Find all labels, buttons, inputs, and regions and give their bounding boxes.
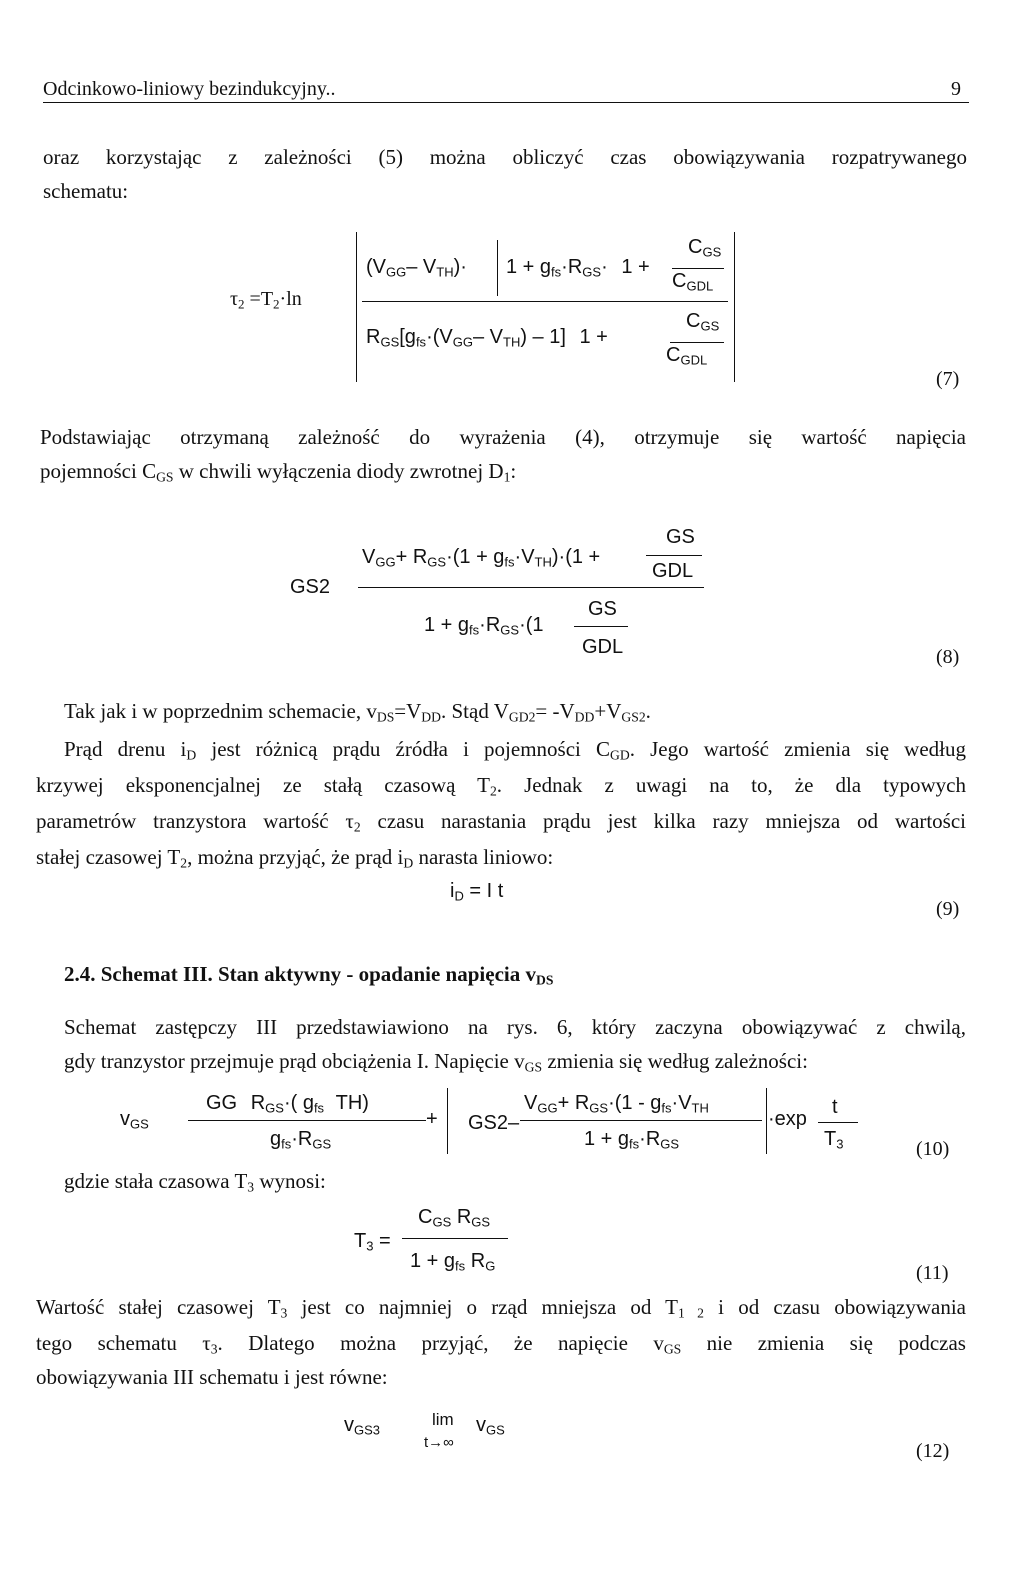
- eq10-frac1-num: GG $R_{GS}\cdot$( $g_{fs}$ TH): [206, 1092, 369, 1116]
- paragraph-5-line-1: Schemat zastępczy III przedstawiawiono na rys. 6, który zaczyna obowiązywać z chwilą,: [64, 1015, 966, 1039]
- eq8-lhs: GS2: [290, 576, 331, 598]
- eq10-frac1-line: [188, 1120, 426, 1121]
- eq7-num-frac-line: [672, 268, 724, 269]
- eq10-bar-2: [766, 1088, 767, 1154]
- paragraph-1-line-2: schematu:: [43, 179, 129, 203]
- eq8-num-frac-bot: GDL: [652, 560, 694, 582]
- eq7-lhs: $\tau_2 =T_2\cdot\ln$: [230, 288, 302, 312]
- section-heading: 2.4. Schemat III. Stan aktywny - opadanie napięcia $v_{DS}$: [64, 962, 554, 988]
- eq11-num: $C_{GS}$ $R_{GS}$: [418, 1206, 491, 1230]
- equation-number-11: (11): [916, 1262, 949, 1284]
- eq10-frac2-den: $1 + g_{fs}\cdot R_{GS}$: [584, 1128, 680, 1152]
- eq10-exp: ·exp: [768, 1108, 807, 1130]
- eq7-numerator: ($V_{GG}-$ $V_{TH})\cdot$: [366, 256, 467, 280]
- paragraph-4-line-3: parametrów tranzystora wartość $\tau_2$ czasu narastania prądu jest kilka razy mniejsza od wartości: [36, 809, 966, 835]
- eq10-exp-num: t: [832, 1096, 838, 1118]
- paragraph-4-line-1: Prąd drenu $i_D$ jest różnicą prądu źródła i pojemności $C_{GD}$. Jego wartość zmienia się według: [64, 737, 966, 763]
- eq12-rhs: $v_{GS}$: [476, 1414, 505, 1438]
- eq12-lim-sub: t→∞: [424, 1434, 454, 1451]
- paragraph-3: Tak jak i w poprzednim schemacie, $v_{DS}=V_{DD}$. Stąd $V_{GD2}= -V_{DD}+V_{GS2}$.: [64, 699, 651, 725]
- paragraph-7-line-3: obowiązywania III schematu i jest równe:: [36, 1365, 388, 1389]
- eq10-lhs: $v_{GS}$: [120, 1108, 149, 1132]
- eq8-num-frac-top: GS: [666, 526, 695, 548]
- eq10-gs2: GS2–: [468, 1112, 520, 1134]
- equation-number-7: (7): [936, 368, 960, 390]
- running-header: [43, 78, 969, 103]
- equation-number-10: (10): [916, 1138, 950, 1160]
- page-number: 9: [951, 78, 961, 100]
- equation-number-8: (8): [936, 646, 960, 668]
- eq7-den-frac-top: $C_{GS}$: [686, 310, 720, 334]
- equation-number-9: (9): [936, 898, 960, 920]
- eq8-num-frac-line: [646, 555, 702, 556]
- paragraph-2-line-1: Podstawiając otrzymaną zależność do wyrażenia (4), otrzymuje się wartość napięcia: [40, 425, 966, 449]
- eq10-frac2-num: $V_{GG}+ R_{GS}\cdot(1 - g_{fs}\cdot V_{TH}$: [524, 1092, 709, 1116]
- eq8-numerator: $V_{GG}+ R_{GS}\cdot(1 + g_{fs}\cdot V_{TH})\cdot(1$ +: [362, 546, 601, 570]
- eq7-main-fraction-line: [362, 301, 728, 302]
- eq7-bar-left: [356, 232, 357, 382]
- paragraph-4-line-2: krzywej eksponencjalnej ze stałą czasową $T_2$. Jednak z uwagi na to, że dla typowych: [36, 773, 967, 799]
- eq8-main-fraction-line: [358, 587, 704, 588]
- eq12-lhs: $v_{GS3}$: [344, 1414, 381, 1438]
- paragraph-6: gdzie stała czasowa $T_3$ wynosi:: [64, 1169, 326, 1195]
- eq7-inner-bar-left: [497, 240, 498, 296]
- eq7-denominator: $R_{GS}[g_{fs}\cdot(V_{GG}-$ $V_{TH}) - 1$] 1 +: [366, 326, 608, 350]
- eq12-lim: lim: [432, 1410, 454, 1429]
- eq10-exp-line: [818, 1122, 858, 1123]
- eq8-denominator: $1 + g_{fs}\cdot R_{GS}\cdot(1$: [424, 614, 544, 638]
- equation-number-12: (12): [916, 1440, 950, 1462]
- eq10-exp-den: $T_3$: [824, 1128, 844, 1152]
- eq8-den-frac-line: [574, 626, 628, 627]
- eq7-num-frac-bot: $C_{GDL}$: [672, 270, 714, 294]
- eq10-frac1-den: $g_{fs}\cdot R_{GS}$: [270, 1128, 332, 1152]
- paragraph-4-line-4: stałej czasowej $T_2$, można przyjąć, że prąd $i_D$ narasta liniowo:: [36, 845, 554, 871]
- header-title: Odcinkowo-liniowy bezindukcyjny..: [43, 78, 336, 100]
- eq7-bar-right: [734, 232, 735, 382]
- paragraph-1-line-1: oraz korzystając z zależności (5) można obliczyć czas obowiązywania rozpatrywanego: [43, 145, 967, 169]
- eq8-den-frac-bot: GDL: [582, 636, 624, 658]
- eq10-bar-1: [447, 1088, 448, 1154]
- paragraph-7-line-1: Wartość stałej czasowej $T_3$ jest co najmniej o rząd mniejsza od $T_{1 2}$ i od czasu obowiązywania: [36, 1295, 966, 1321]
- eq7-numerator-mid: $1 + g_{fs}\cdot R_{GS}\cdot 1$ +: [506, 256, 650, 280]
- eq7-den-frac-bot: $C_{GDL}$: [666, 344, 708, 368]
- paragraph-2-line-2: pojemności $C_{GS}$ w chwili wyłączenia diody zwrotnej $D_1$:: [40, 459, 517, 485]
- eq7-num-frac-top: $C_{GS}$: [688, 236, 722, 260]
- eq7-den-frac-line: [670, 342, 724, 343]
- eq11-fraction-line: [402, 1238, 508, 1239]
- eq11-lhs: $T_3$ =: [354, 1230, 391, 1254]
- eq9-body: $i_D = I$ t: [450, 880, 504, 904]
- eq10-plus: +: [426, 1108, 438, 1130]
- eq11-den: $1 + g_{fs}$ $R_G$: [410, 1250, 496, 1274]
- eq8-den-frac-top: GS: [588, 598, 617, 620]
- paragraph-5-line-2: gdy tranzystor przejmuje prąd obciążenia I. Napięcie $v_{GS}$ zmienia się według zależności:: [64, 1049, 808, 1075]
- paragraph-7-line-2: tego schematu $\tau_3$. Dlatego można przyjąć, że napięcie $v_{GS}$ nie zmienia się podczas: [36, 1331, 966, 1357]
- eq10-frac2-line: [520, 1120, 762, 1121]
